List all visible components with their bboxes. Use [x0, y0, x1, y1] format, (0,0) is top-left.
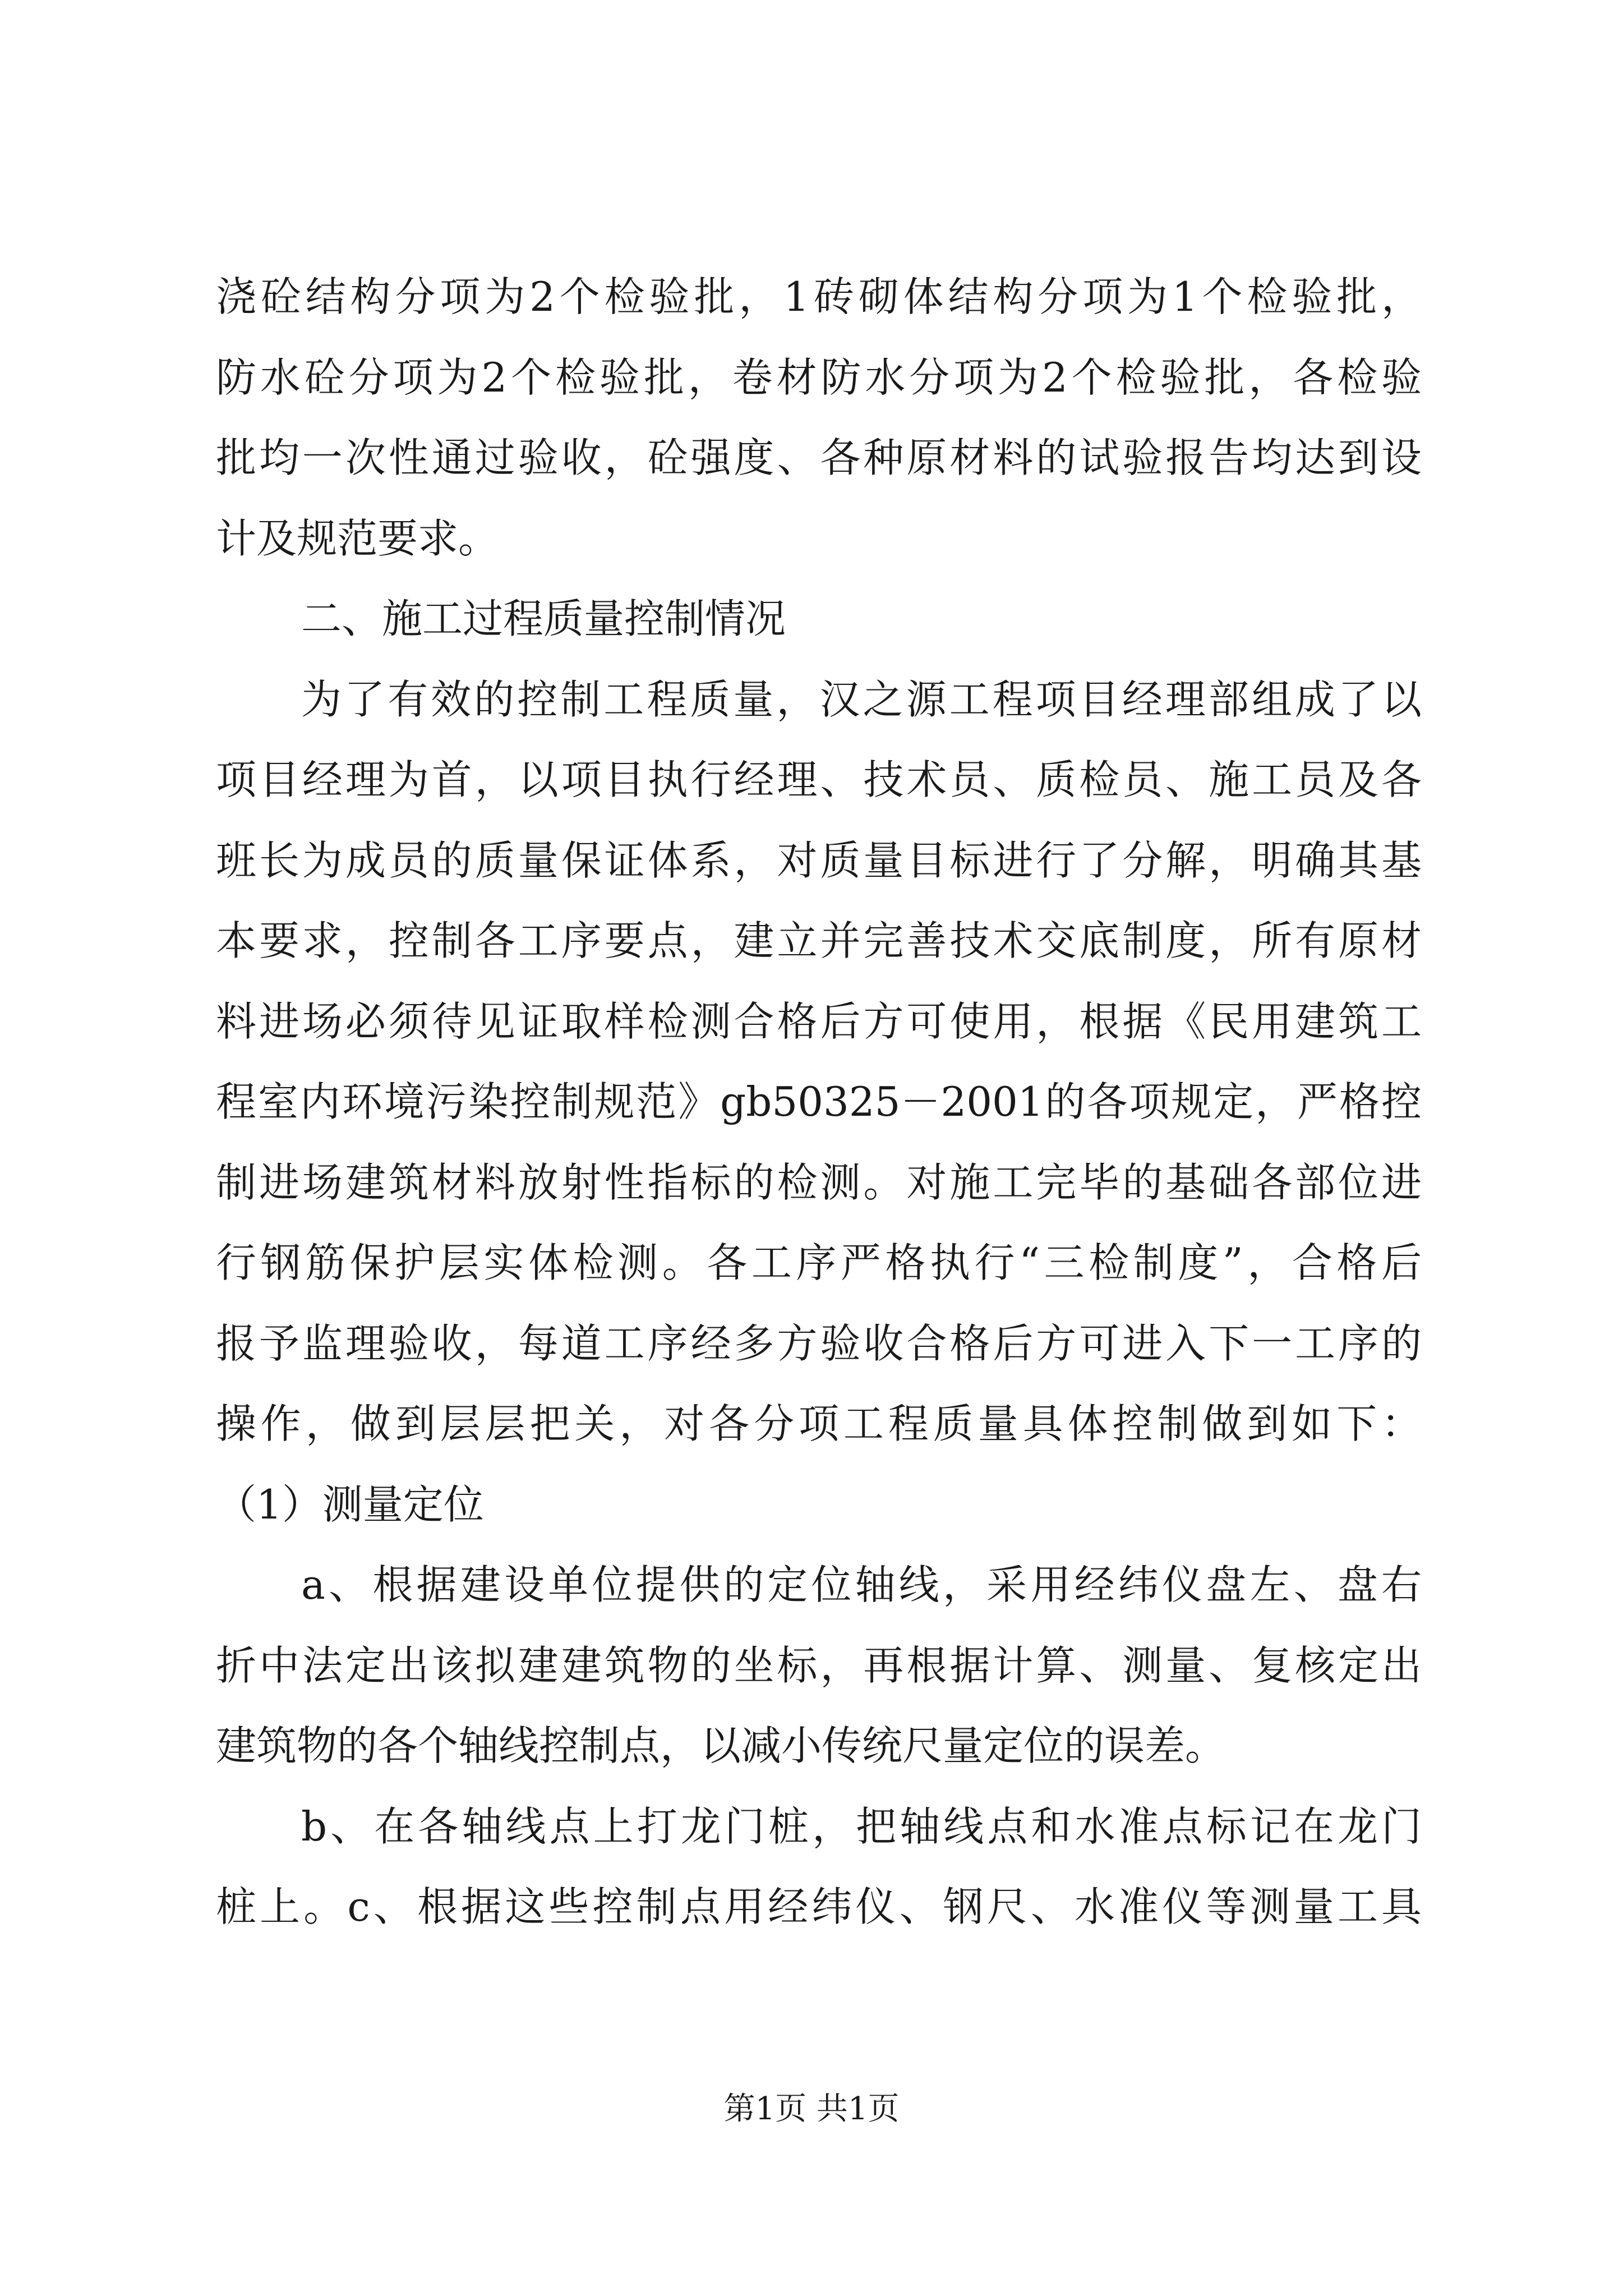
text-line: b、在各轴线点上打龙门桩，把轴线点和水准点标记在龙门: [301, 1802, 1422, 1850]
text-line: 为了有效的控制工程质量，汉之源工程项目经理部组成了以: [301, 675, 1422, 723]
text-line: 料进场必须待见证取样检测合格后方可使用，根据《民用建筑工: [216, 997, 1422, 1045]
text-line: 本要求，控制各工序要点，建立并完善技术交底制度，所有原材: [216, 917, 1422, 964]
document-body: [216, 257, 1422, 1948]
text-line: 批均一次性通过验收，砼强度、各种原材料的试验报告均达到设: [216, 434, 1422, 481]
text-line: 建筑物的各个轴线控制点，以减小传统尺量定位的误差。: [216, 1722, 1226, 1769]
section-heading: 二、施工过程质量控制情况: [301, 595, 786, 642]
text-line: 行钢筋保护层实体检测。各工序严格执行“三检制度”，合格后: [216, 1239, 1422, 1286]
text-line: 浇砼结构分项为2个检验批，1砖砌体结构分项为1个检验批，: [216, 273, 1422, 320]
text-line: 项目经理为首，以项目执行经理、技术员、质检员、施工员及各: [216, 756, 1422, 803]
text-line: 折中法定出该拟建建筑物的坐标，再根据计算、测量、复核定出: [216, 1641, 1422, 1689]
text-line: 报予监理验收，每道工序经多方验收合格后方可进入下一工序的: [216, 1319, 1422, 1367]
text-line: 制进场建筑材料放射性指标的检测。对施工完毕的基础各部位进: [216, 1158, 1422, 1206]
text-line: 计及规范要求。: [216, 514, 499, 562]
text-line: 操作，做到层层把关，对各分项工程质量具体控制做到如下：: [216, 1400, 1422, 1447]
text-line: 桩上。c、根据这些控制点用经纬仪、钢尺、水准仪等测量工具: [216, 1883, 1422, 1930]
text-line: 班长为成员的质量保证体系，对质量目标进行了分解，明确其基: [216, 836, 1422, 884]
text-line: 程室内环境污染控制规范》gb50325－2001的各项规定，严格控: [216, 1078, 1422, 1125]
text-line: a、根据建设单位提供的定位轴线，采用经纬仪盘左、盘右: [301, 1561, 1422, 1608]
page-footer: 第1页 共1页: [723, 2091, 900, 2127]
text-line: 防水砼分项为2个检验批，卷材防水分项为2个检验批，各检验: [216, 353, 1422, 401]
subsection-heading: （1）测量定位: [216, 1480, 484, 1528]
